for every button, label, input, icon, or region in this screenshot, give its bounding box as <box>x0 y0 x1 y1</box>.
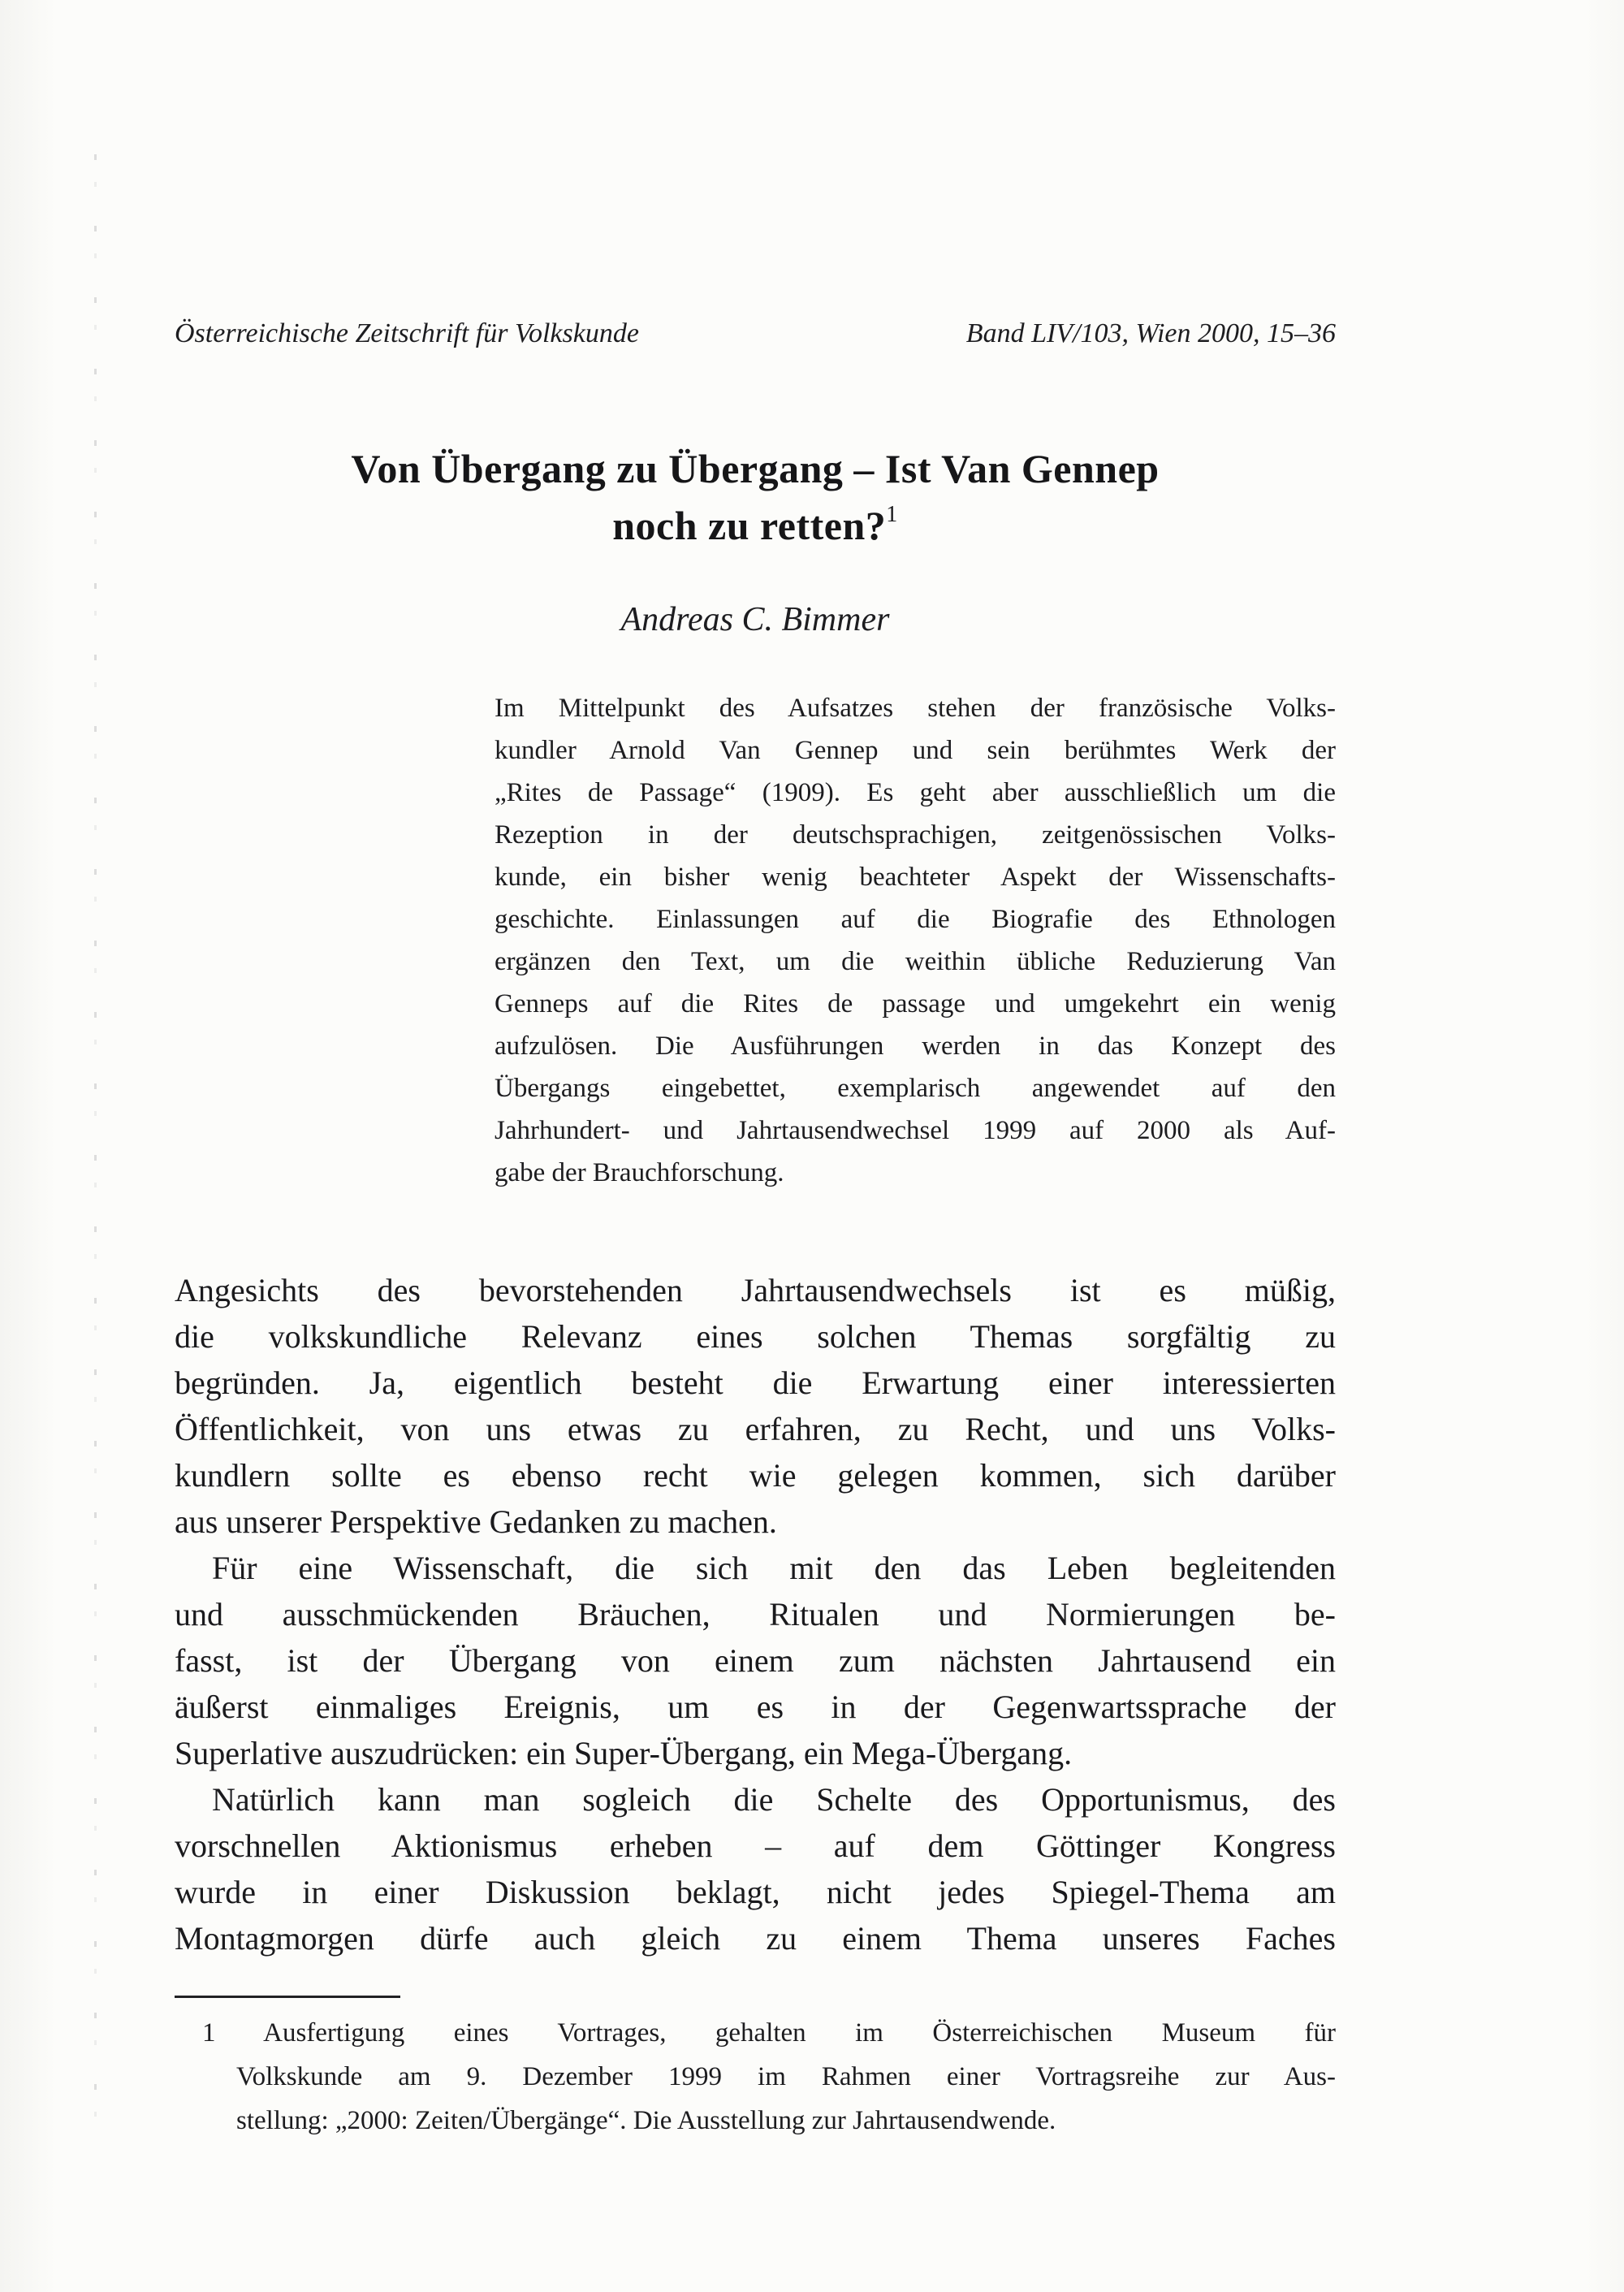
text-line: Für eine Wissenschaft, die sich mit den das Leben begleitenden <box>212 1550 1336 1586</box>
text-line: und ausschmückenden Bräuchen, Ritualen und Normierungen be- <box>175 1596 1336 1633</box>
text-line: fasst, ist der Übergang von einem zum nächsten Jahrtausend ein <box>175 1642 1336 1679</box>
text-line: Montagmorgen dürfe auch gleich zu einem Thema unseres Faches <box>175 1920 1336 1957</box>
text-line: „Rites de Passage“ (1909). Es geht aber ausschließlich um die <box>495 778 1336 807</box>
text-line: vorschnellen Aktionismus erheben – auf dem Göttinger Kongress <box>175 1827 1336 1864</box>
text-line: die volkskundliche Relevanz eines solchen Themas sorgfältig zu <box>175 1318 1336 1355</box>
text-line: Im Mittelpunkt des Aufsatzes stehen der französische Volks- <box>495 694 1336 723</box>
text-line: äußerst einmaliges Ereignis, um es in der Gegenwartssprache der <box>175 1689 1336 1725</box>
text-line: Übergangs eingebettet, exemplarisch angewendet auf den <box>495 1074 1336 1103</box>
author-name: Andreas C. Bimmer <box>620 601 890 638</box>
text-line: Angesichts des bevorstehenden Jahrtausendwechsels ist es müßig, <box>175 1272 1336 1308</box>
footnote-divider <box>175 1996 400 1998</box>
article-title-line-2: noch zu retten? <box>612 503 887 548</box>
issue-info: Band LIV/103, Wien 2000, 15–36 <box>965 318 1336 348</box>
footnote-block <box>202 2011 1336 2143</box>
journal-header <box>175 317 1336 351</box>
text-line: kundlern sollte es ebenso recht wie gelegen kommen, sich darüber <box>175 1457 1336 1494</box>
text-line: Öffentlichkeit, von uns etwas zu erfahren, zu Recht, und uns Volks- <box>175 1411 1336 1447</box>
article-body <box>175 1267 1336 1961</box>
text-line: kunde, ein bisher wenig beachteter Aspekt der Wissenschafts- <box>495 863 1336 892</box>
text-line: gabe der Brauchforschung. <box>495 1158 784 1187</box>
text-line: Volkskunde am 9. Dezember 1999 im Rahmen einer Vortragsreihe zur Aus- <box>236 2062 1336 2091</box>
text-line: Rezeption in der deutschsprachigen, zeitgenössischen Volks- <box>495 820 1336 850</box>
journal-name: Österreichische Zeitschrift für Volkskunde <box>175 318 639 348</box>
article-title-line-1: Von Übergang zu Übergang – Ist Van Gennep <box>351 446 1160 491</box>
paragraph <box>175 1545 1336 1776</box>
text-line: aufzulösen. Die Ausführungen werden in das Konzept des <box>495 1031 1336 1061</box>
text-line: kundler Arnold Van Gennep und sein berühmtes Werk der <box>495 736 1336 765</box>
abstract-block <box>495 687 1336 1194</box>
scan-artifact-line <box>94 154 97 2144</box>
paragraph <box>175 1267 1336 1545</box>
text-line: Natürlich kann man sogleich die Schelte des Opportunismus, des <box>212 1781 1336 1818</box>
text-line: Jahrhundert- und Jahrtausendwechsel 1999 auf 2000 als Auf- <box>495 1116 1336 1145</box>
page-content <box>175 317 1336 2143</box>
title-footnote-marker: 1 <box>886 502 898 527</box>
text-line: 1 Ausfertigung eines Vortrages, gehalten im Österreichischen Museum für <box>202 2018 1336 2048</box>
article-title <box>175 440 1336 554</box>
paragraph <box>175 1776 1336 1961</box>
text-line: aus unserer Perspektive Gedanken zu machen. <box>175 1503 777 1540</box>
text-line: ergänzen den Text, um die weithin übliche Reduzierung Van <box>495 947 1336 976</box>
text-line: begründen. Ja, eigentlich besteht die Erwartung einer interessierten <box>175 1364 1336 1401</box>
text-line: Superlative auszudrücken: ein Super-Übergang, ein Mega-Übergang. <box>175 1735 1073 1771</box>
text-line: Genneps auf die Rites de passage und umgekehrt ein wenig <box>495 989 1336 1018</box>
text-line: geschichte. Einlassungen auf die Biografie des Ethnologen <box>495 905 1336 934</box>
text-line: wurde in einer Diskussion beklagt, nicht jedes Spiegel-Thema am <box>175 1874 1336 1910</box>
text-line: stellung: „2000: Zeiten/Übergänge“. Die Ausstellung zur Jahrtausendwende. <box>236 2106 1056 2135</box>
